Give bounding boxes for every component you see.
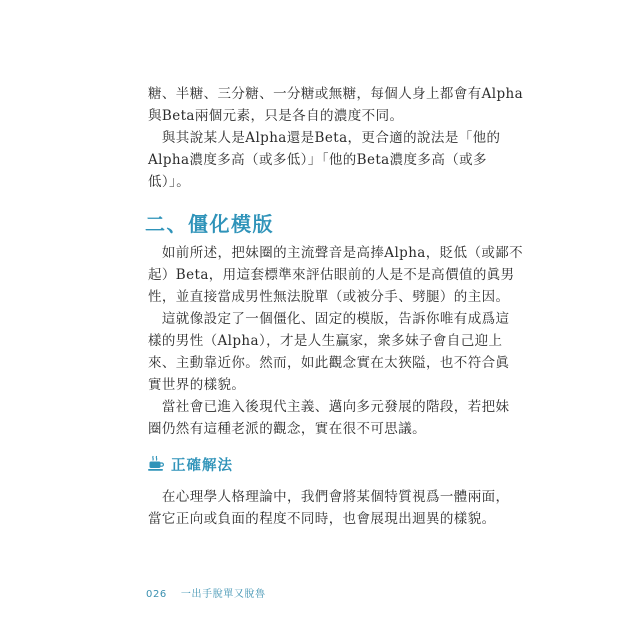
intro-line-2: 與Beta兩個元素，只是各自的濃度不同。 bbox=[148, 108, 404, 124]
page-footer bbox=[146, 585, 266, 600]
section-line-7: 實世界的樣貌。 bbox=[148, 377, 246, 393]
section-line-8: 當社會已進入後現代主義、邁向多元發展的階段，若把妹 bbox=[148, 399, 510, 415]
section-paragraphs bbox=[148, 242, 524, 440]
section-line-5: 樣的男性（Alpha），才是人生贏家，衆多妹子會自己迎上 bbox=[148, 333, 503, 349]
section-line-3: 性，並直接當成男性無法脫單（或被分手、劈腿）的主因。 bbox=[148, 289, 510, 305]
intro-paragraphs bbox=[148, 83, 524, 193]
section-line-1: 如前所述，把妹圈的主流聲音是高捧Alpha，貶低（或鄙不 bbox=[148, 245, 524, 261]
subsection-heading bbox=[147, 452, 233, 476]
intro-line-5: 低）」。 bbox=[148, 174, 191, 190]
subsection-title: 正確解法 bbox=[171, 457, 233, 474]
subsection-line-1: 在心理學人格理論中，我們會將某個特質視爲一體兩面， bbox=[148, 489, 510, 505]
page-number: 026 bbox=[146, 589, 167, 600]
running-book-title: 一出手脫單又脫魯 bbox=[180, 589, 266, 600]
section-line-2: 起）Beta，用這套標準來評估眼前的人是不是高價值的眞男 bbox=[148, 267, 515, 283]
section-line-9: 圈仍然有這種老派的觀念，實在很不可思議。 bbox=[148, 421, 426, 437]
intro-line-1: 糖、半糖、三分糖、一分糖或無糖，每個人身上都會有Alpha bbox=[148, 86, 524, 102]
intro-line-3: 與其說某人是Alpha還是Beta，更合適的說法是「他的 bbox=[148, 130, 501, 146]
intro-line-4: Alpha濃度多高（或多低）」「他的Beta濃度多高（或多 bbox=[148, 152, 487, 168]
section-line-4: 這就像設定了一個僵化、固定的模版，告訴你唯有成爲這 bbox=[148, 311, 510, 327]
coffee-cup-icon bbox=[147, 455, 165, 473]
subsection-paragraphs bbox=[148, 486, 510, 530]
section-line-6: 來、主動靠近你。然而，如此觀念實在太狹隘，也不符合眞 bbox=[148, 355, 510, 371]
section-title: 二、僵化模版 bbox=[145, 212, 274, 236]
subsection-line-2: 當它正向或負面的程度不同時，也會展現出迴異的樣貌。 bbox=[148, 511, 496, 527]
